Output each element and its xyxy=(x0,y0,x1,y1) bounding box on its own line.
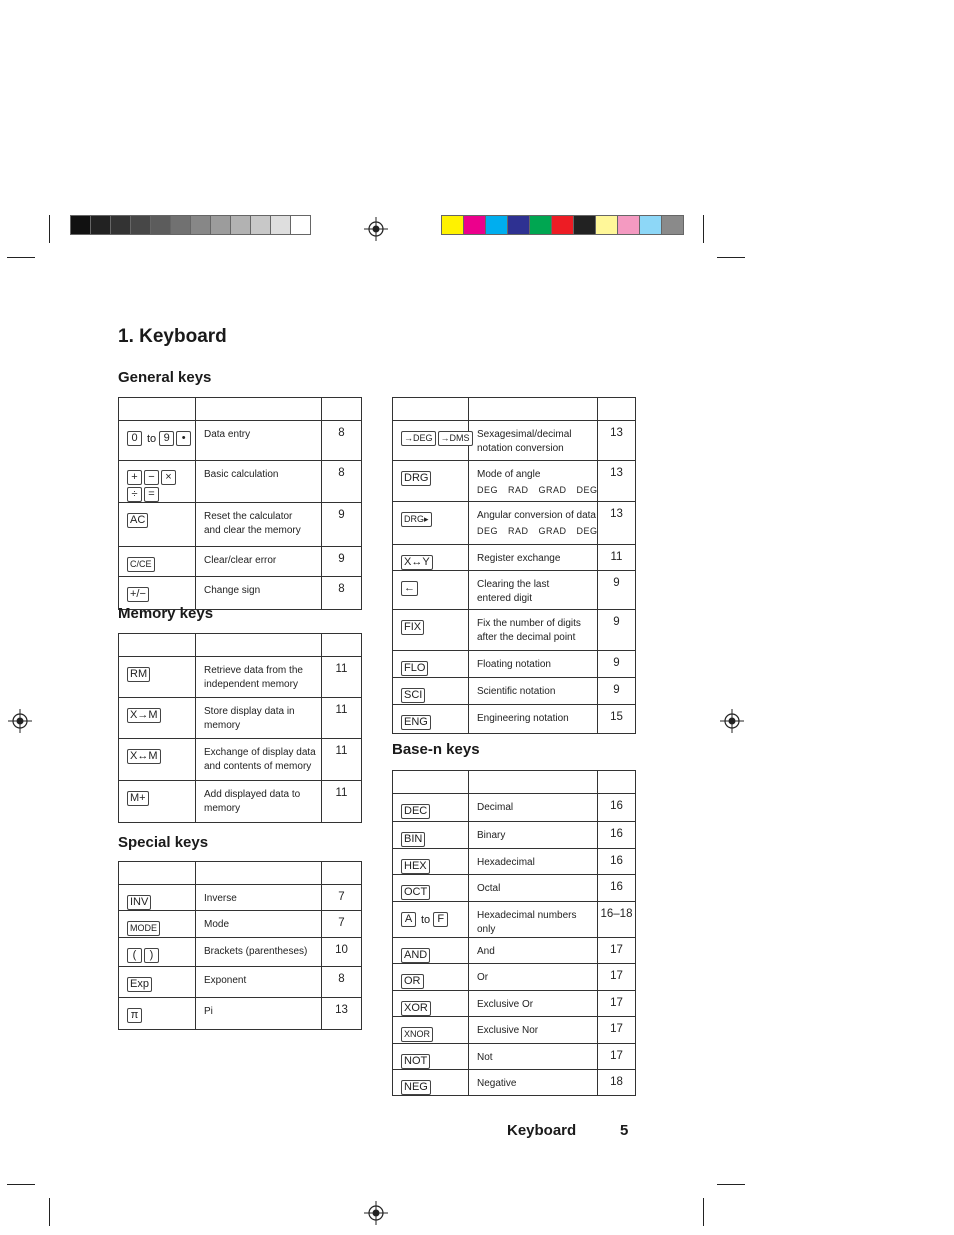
general-keys-heading: General keys xyxy=(118,369,212,386)
header-cell xyxy=(196,398,322,421)
key-symbol: ENG xyxy=(401,715,431,730)
key-description: Octal xyxy=(477,883,501,894)
key-cell xyxy=(393,545,469,571)
description-cell xyxy=(196,739,322,781)
page-reference: 8 xyxy=(322,461,362,503)
color-swatch xyxy=(130,215,151,235)
page-reference: 9 xyxy=(598,610,636,651)
key-symbol: DRG▸ xyxy=(401,512,432,527)
angle-unit: DEG xyxy=(576,485,598,495)
table-header-row xyxy=(119,398,362,421)
table-row xyxy=(393,938,636,964)
key-symbol: ← xyxy=(401,581,418,596)
crop-mark xyxy=(7,1184,35,1185)
description-cell xyxy=(196,911,322,938)
key-cell xyxy=(393,678,469,705)
description-cell xyxy=(469,502,598,545)
table-row xyxy=(393,705,636,734)
key-description: Mode of angle xyxy=(477,469,541,480)
page-reference: 13 xyxy=(322,998,362,1030)
crop-mark xyxy=(717,1184,745,1185)
key-cell xyxy=(119,967,196,998)
header-cell xyxy=(469,398,598,421)
key-description: Inverse xyxy=(204,893,237,904)
table-row xyxy=(393,991,636,1017)
description-cell xyxy=(469,964,598,991)
table-row xyxy=(393,875,636,902)
key-cell xyxy=(119,461,196,503)
description-cell xyxy=(196,967,322,998)
registration-mark-icon xyxy=(364,1201,388,1225)
key-description-line2: memory xyxy=(204,803,241,814)
key-cell xyxy=(393,1017,469,1044)
description-cell xyxy=(469,545,598,571)
description-cell xyxy=(196,657,322,698)
page-reference: 17 xyxy=(598,1044,636,1070)
key-cell xyxy=(393,822,469,849)
table-row xyxy=(393,571,636,610)
key-description-line2: and contents of memory xyxy=(204,761,312,772)
header-cell xyxy=(393,398,469,421)
key-description: Register exchange xyxy=(477,553,561,564)
page-reference: 8 xyxy=(322,967,362,998)
page-reference: 11 xyxy=(322,657,362,698)
key-description: Fix the number of digits xyxy=(477,618,581,629)
table-header-row xyxy=(393,771,636,794)
key-symbol: • xyxy=(176,431,191,446)
key-symbol: X↔M xyxy=(127,749,161,764)
page-reference: 16–18 xyxy=(598,902,636,938)
key-symbol: AC xyxy=(127,513,148,528)
registration-mark-icon xyxy=(8,709,32,733)
key-symbol: XOR xyxy=(401,1001,431,1016)
crop-mark xyxy=(703,215,704,243)
key-range-to: to xyxy=(147,432,157,445)
angle-unit: RAD xyxy=(508,526,529,536)
table-row xyxy=(119,938,362,967)
key-symbol: X→M xyxy=(127,708,161,723)
table-row xyxy=(119,781,362,823)
table-row xyxy=(393,1044,636,1070)
key-description: Store display data in xyxy=(204,706,295,717)
color-swatch xyxy=(70,215,91,235)
description-cell xyxy=(469,938,598,964)
table-row xyxy=(119,461,362,503)
page-reference: 18 xyxy=(598,1070,636,1096)
table-row xyxy=(119,885,362,911)
memory-keys-table xyxy=(118,633,362,823)
header-cell xyxy=(598,398,636,421)
key-description: Or xyxy=(477,972,489,983)
angle-cycle xyxy=(477,483,597,497)
angle-unit: DEG xyxy=(576,526,598,536)
key-cell xyxy=(119,739,196,781)
color-swatch xyxy=(190,215,211,235)
page-title: 1. Keyboard xyxy=(118,326,227,347)
page-reference: 9 xyxy=(322,547,362,577)
color-swatch xyxy=(290,215,311,235)
page-reference: 11 xyxy=(322,698,362,739)
key-symbol: A xyxy=(401,912,416,927)
header-cell xyxy=(322,634,362,657)
description-cell xyxy=(469,571,598,610)
header-cell xyxy=(393,771,469,794)
color-swatch xyxy=(210,215,231,235)
table-row xyxy=(393,1017,636,1044)
table-row xyxy=(393,1070,636,1096)
footer-page-number: 5 xyxy=(620,1122,629,1139)
page-reference: 7 xyxy=(322,885,362,911)
base-n-keys-table xyxy=(392,770,636,1096)
key-cell xyxy=(393,849,469,875)
description-cell xyxy=(469,421,598,461)
key-description: Hexadecimal xyxy=(477,857,535,868)
crop-mark xyxy=(49,1198,50,1226)
key-symbol: DEC xyxy=(401,804,430,819)
page-reference: 13 xyxy=(598,461,636,502)
description-cell xyxy=(196,503,322,547)
key-symbol: F xyxy=(433,912,448,927)
description-cell xyxy=(469,902,598,938)
description-cell xyxy=(196,885,322,911)
description-cell xyxy=(469,991,598,1017)
angle-unit: DEG xyxy=(477,485,499,495)
key-cell xyxy=(393,991,469,1017)
page-reference: 11 xyxy=(598,545,636,571)
key-symbol: →DMS xyxy=(438,431,473,446)
key-cell xyxy=(119,547,196,577)
color-swatch xyxy=(507,215,530,235)
description-cell xyxy=(196,577,322,610)
key-symbol: AND xyxy=(401,948,430,963)
description-cell xyxy=(196,698,322,739)
color-swatch xyxy=(485,215,508,235)
key-symbol: BIN xyxy=(401,832,425,847)
key-cell xyxy=(393,705,469,734)
key-cell xyxy=(119,698,196,739)
key-description: Pi xyxy=(204,1006,213,1017)
key-description: Change sign xyxy=(204,585,261,596)
color-swatch xyxy=(110,215,131,235)
key-description: And xyxy=(477,946,495,957)
key-symbol: +/− xyxy=(127,587,149,602)
color-swatch xyxy=(150,215,171,235)
table-row xyxy=(119,739,362,781)
key-description-line2: and clear the memory xyxy=(204,525,301,536)
color-swatch xyxy=(170,215,191,235)
page-reference: 16 xyxy=(598,794,636,822)
page-reference: 15 xyxy=(598,705,636,734)
key-cell xyxy=(393,964,469,991)
color-swatch xyxy=(661,215,684,235)
key-description: Retrieve data from the xyxy=(204,665,303,676)
page-reference: 16 xyxy=(598,849,636,875)
table-row xyxy=(119,967,362,998)
table-row xyxy=(393,421,636,461)
key-cell xyxy=(393,1044,469,1070)
special-keys-table xyxy=(118,861,362,1030)
page-reference: 11 xyxy=(322,781,362,823)
header-cell xyxy=(196,634,322,657)
key-symbol: XNOR xyxy=(401,1027,433,1042)
table-header-row xyxy=(119,634,362,657)
description-cell xyxy=(469,461,598,502)
key-cell xyxy=(393,938,469,964)
key-symbol: ÷ xyxy=(127,487,142,502)
description-cell xyxy=(196,781,322,823)
page-reference: 16 xyxy=(598,875,636,902)
key-description: Not xyxy=(477,1052,493,1063)
key-symbol: M+ xyxy=(127,791,149,806)
header-cell xyxy=(322,862,362,885)
description-cell xyxy=(196,938,322,967)
angle-unit: GRAD xyxy=(538,485,567,495)
key-description: Mode xyxy=(204,919,230,930)
header-cell xyxy=(598,771,636,794)
color-swatch xyxy=(230,215,251,235)
table-row xyxy=(393,651,636,678)
page-reference: 13 xyxy=(598,502,636,545)
key-description: Add displayed data to xyxy=(204,789,301,800)
description-cell xyxy=(469,822,598,849)
crop-mark xyxy=(703,1198,704,1226)
key-description: Brackets (parentheses) xyxy=(204,946,308,957)
color-swatch xyxy=(529,215,552,235)
key-cell xyxy=(119,885,196,911)
key-description: Data entry xyxy=(204,429,251,440)
page-reference: 8 xyxy=(322,421,362,461)
table-row xyxy=(393,461,636,502)
table-row xyxy=(393,678,636,705)
table-row xyxy=(393,794,636,822)
general-keys-table xyxy=(118,397,362,610)
color-swatch xyxy=(617,215,640,235)
description-cell xyxy=(196,998,322,1030)
color-swatch xyxy=(270,215,291,235)
color-swatch xyxy=(463,215,486,235)
color-swatch xyxy=(441,215,464,235)
color-swatch xyxy=(595,215,618,235)
memory-keys-heading: Memory keys xyxy=(118,605,214,622)
table-row xyxy=(119,657,362,698)
table-row xyxy=(119,698,362,739)
key-description: Basic calculation xyxy=(204,469,279,480)
angle-unit: DEG xyxy=(477,526,499,536)
description-cell xyxy=(469,875,598,902)
key-description-line2: independent memory xyxy=(204,679,298,690)
description-cell xyxy=(469,678,598,705)
description-cell xyxy=(196,461,322,503)
key-symbol: INV xyxy=(127,895,151,910)
key-cell xyxy=(119,421,196,461)
angle-cycle xyxy=(477,524,597,538)
description-cell xyxy=(469,794,598,822)
table-row xyxy=(119,911,362,938)
key-symbol: 0 xyxy=(127,431,142,446)
key-cell xyxy=(393,651,469,678)
key-cell xyxy=(119,938,196,967)
page-reference: 10 xyxy=(322,938,362,967)
key-symbol: + xyxy=(127,470,142,485)
color-swatch xyxy=(250,215,271,235)
table-row xyxy=(393,902,636,938)
key-description: Engineering notation xyxy=(477,713,569,724)
registration-mark-icon xyxy=(364,217,388,241)
key-symbol: NOT xyxy=(401,1054,430,1069)
key-description: Decimal xyxy=(477,802,514,813)
description-cell xyxy=(469,1044,598,1070)
angle-unit: RAD xyxy=(508,485,529,495)
table-row xyxy=(393,502,636,545)
key-description-line2: memory xyxy=(204,720,241,731)
crop-mark xyxy=(7,257,35,258)
table-row xyxy=(393,849,636,875)
page-reference: 9 xyxy=(322,503,362,547)
key-cell xyxy=(393,1070,469,1096)
key-symbol: = xyxy=(144,487,159,502)
key-symbol: SCI xyxy=(401,688,425,703)
description-cell xyxy=(196,421,322,461)
page-reference: 13 xyxy=(598,421,636,461)
key-description: Floating notation xyxy=(477,659,551,670)
key-symbol: HEX xyxy=(401,859,430,874)
table-row xyxy=(393,610,636,651)
header-cell xyxy=(119,398,196,421)
crop-mark xyxy=(717,257,745,258)
table-row xyxy=(119,503,362,547)
key-cell xyxy=(393,902,469,938)
key-cell xyxy=(393,421,469,461)
page-reference: 9 xyxy=(598,571,636,610)
header-cell xyxy=(322,398,362,421)
key-cell xyxy=(393,794,469,822)
table-header-row xyxy=(119,862,362,885)
key-description: Scientific notation xyxy=(477,686,556,697)
key-symbol: Exp xyxy=(127,977,152,992)
color-swatch xyxy=(639,215,662,235)
description-cell xyxy=(469,849,598,875)
description-cell xyxy=(469,1070,598,1096)
table-header-row xyxy=(393,398,636,421)
color-swatch xyxy=(551,215,574,235)
key-description-line2: notation conversion xyxy=(477,443,564,454)
key-description: Negative xyxy=(477,1078,517,1089)
key-description: Reset the calculator xyxy=(204,511,293,522)
key-symbol: OCT xyxy=(401,885,430,900)
key-symbol: X↔Y xyxy=(401,555,433,570)
key-symbol: DRG xyxy=(401,471,431,486)
key-symbol: × xyxy=(161,470,176,485)
page-reference: 17 xyxy=(598,1017,636,1044)
description-cell xyxy=(469,1017,598,1044)
key-description: Sexagesimal/decimal xyxy=(477,429,572,440)
color-swatch xyxy=(573,215,596,235)
header-cell xyxy=(469,771,598,794)
page-reference: 17 xyxy=(598,938,636,964)
table-row xyxy=(119,998,362,1030)
key-description: Exclusive Nor xyxy=(477,1025,539,1036)
key-description: Exponent xyxy=(204,975,247,986)
key-symbol: FIX xyxy=(401,620,424,635)
key-description-line2: after the decimal point xyxy=(477,632,576,643)
key-cell xyxy=(393,610,469,651)
table-row xyxy=(119,421,362,461)
key-cell xyxy=(119,503,196,547)
footer-section-title: Keyboard xyxy=(507,1122,577,1139)
key-symbol: OR xyxy=(401,974,424,989)
key-symbol: 9 xyxy=(159,431,174,446)
page-reference: 16 xyxy=(598,822,636,849)
page-reference: 7 xyxy=(322,911,362,938)
key-cell xyxy=(393,571,469,610)
key-symbol: NEG xyxy=(401,1080,431,1095)
key-description: Angular conversion of data xyxy=(477,510,596,521)
page-reference: 11 xyxy=(322,739,362,781)
key-description: Clearing the last xyxy=(477,579,550,590)
header-cell xyxy=(119,634,196,657)
base-n-keys-heading: Base-n keys xyxy=(392,741,480,758)
key-cell xyxy=(119,998,196,1030)
description-cell xyxy=(469,651,598,678)
table-row xyxy=(393,822,636,849)
page-reference: 9 xyxy=(598,678,636,705)
key-cell xyxy=(119,781,196,823)
key-symbol: − xyxy=(144,470,159,485)
key-cell xyxy=(119,657,196,698)
key-description: Exchange of display data xyxy=(204,747,316,758)
key-cell xyxy=(393,461,469,502)
angle-notation-keys-table xyxy=(392,397,636,734)
page-reference: 17 xyxy=(598,991,636,1017)
key-symbol: π xyxy=(127,1008,142,1023)
key-description: Binary xyxy=(477,830,506,841)
header-cell xyxy=(119,862,196,885)
angle-unit: GRAD xyxy=(538,526,567,536)
description-cell xyxy=(469,705,598,734)
key-symbol: C/CE xyxy=(127,557,155,572)
key-symbol: RM xyxy=(127,667,150,682)
special-keys-heading: Special keys xyxy=(118,834,209,851)
table-row xyxy=(119,547,362,577)
key-symbol: MODE xyxy=(127,921,160,936)
header-cell xyxy=(196,862,322,885)
key-symbol: FLO xyxy=(401,661,428,676)
key-description: Exclusive Or xyxy=(477,999,534,1010)
page-reference: 17 xyxy=(598,964,636,991)
page-reference: 8 xyxy=(322,577,362,610)
table-row xyxy=(393,545,636,571)
description-cell xyxy=(469,610,598,651)
key-range-to: to xyxy=(421,913,431,926)
color-swatch xyxy=(90,215,111,235)
crop-mark xyxy=(49,215,50,243)
table-row xyxy=(393,964,636,991)
key-description-line2: entered digit xyxy=(477,593,533,604)
description-cell xyxy=(196,547,322,577)
page-reference: 9 xyxy=(598,651,636,678)
key-symbol: ) xyxy=(144,948,159,963)
key-description: Clear/clear error xyxy=(204,555,277,566)
key-cell xyxy=(393,502,469,545)
key-description: Hexadecimal numbers only xyxy=(477,910,577,935)
key-cell xyxy=(119,911,196,938)
registration-mark-icon xyxy=(720,709,744,733)
key-cell xyxy=(393,875,469,902)
key-symbol: ( xyxy=(127,948,142,963)
key-symbol: →DEG xyxy=(401,431,436,446)
